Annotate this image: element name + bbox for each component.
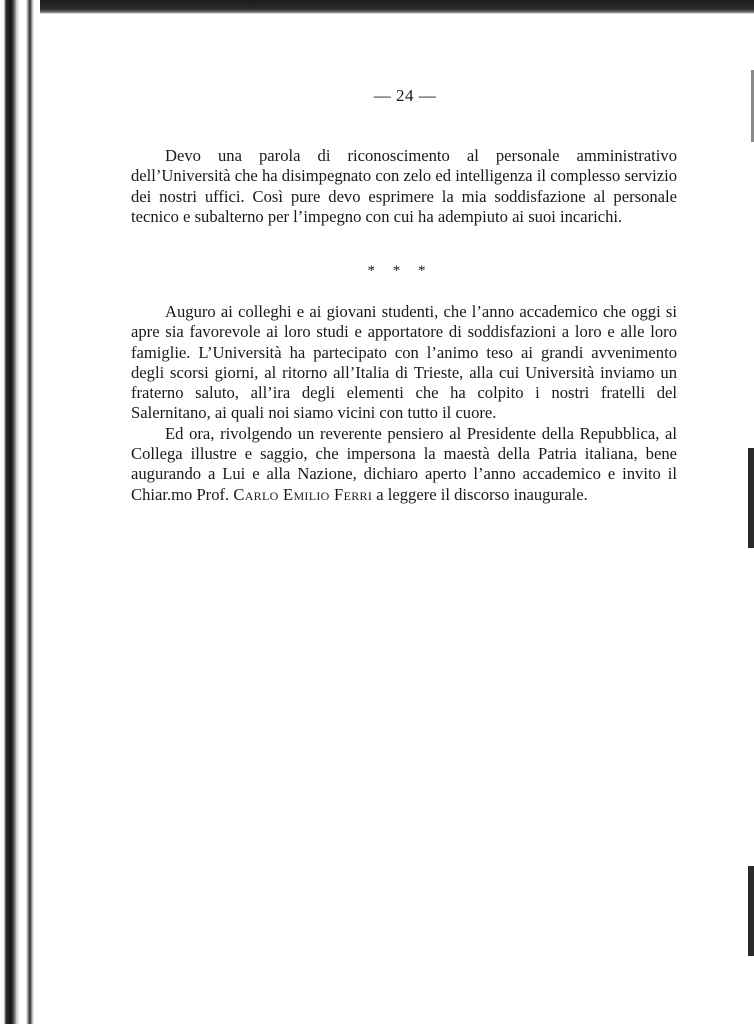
scan-right-edge-mark bbox=[748, 866, 754, 956]
scan-right-edge-mark bbox=[748, 448, 754, 548]
inauguration-text-end: a leggere il discorso inaugurale. bbox=[372, 484, 588, 504]
inauguration-text-start: Ed ora, rivolgendo un reverente pensiero al Presidente della Repubblica, al Collega illustre e saggio, che impersona la maestà della Patria italiana, bene augurando a Lui e alla Nazione, dichiaro aperto l’anno accademico e invito il Chiar.mo Prof. bbox=[131, 423, 677, 504]
text-block-top bbox=[131, 146, 677, 227]
scan-top-edge bbox=[0, 0, 754, 14]
scan-binding-edge bbox=[0, 0, 40, 1024]
paragraph-wishes: Auguro ai colleghi e ai giovani studenti, che l’anno accademico che oggi si apre sia favorevole ai loro studi e apportatore di soddisfazioni a loro e alle loro famiglie. L’Università ha partecipato con l’animo teso ai grandi avvenimento degli scorsi giorni, al ritorno all’Italia di Trieste, alla cui Università inviamo un fraterno saluto, all’ira degli elementi che ha colpito i nostri fratelli del Salernitano, ai quali noi siamo vicini con tutto il cuore. bbox=[131, 302, 677, 423]
section-separator: * * * bbox=[367, 263, 433, 279]
paragraph-inauguration bbox=[131, 424, 677, 505]
text-block-bottom bbox=[131, 302, 677, 505]
paragraph-acknowledgement: Devo una parola di riconoscimento al personale amministrativo dell’Università che ha disimpegnato con zelo ed intelligenza il complesso servizio dei nostri uffici. Così pure devo esprimere la mia soddisfazione al personale tecnico e subalterno per l’impegno con cui ha adempiuto ai suoi incarichi. bbox=[131, 146, 677, 226]
page-number: — 24 — bbox=[373, 86, 437, 105]
speaker-name: Carlo Emilio Ferri bbox=[233, 484, 373, 504]
